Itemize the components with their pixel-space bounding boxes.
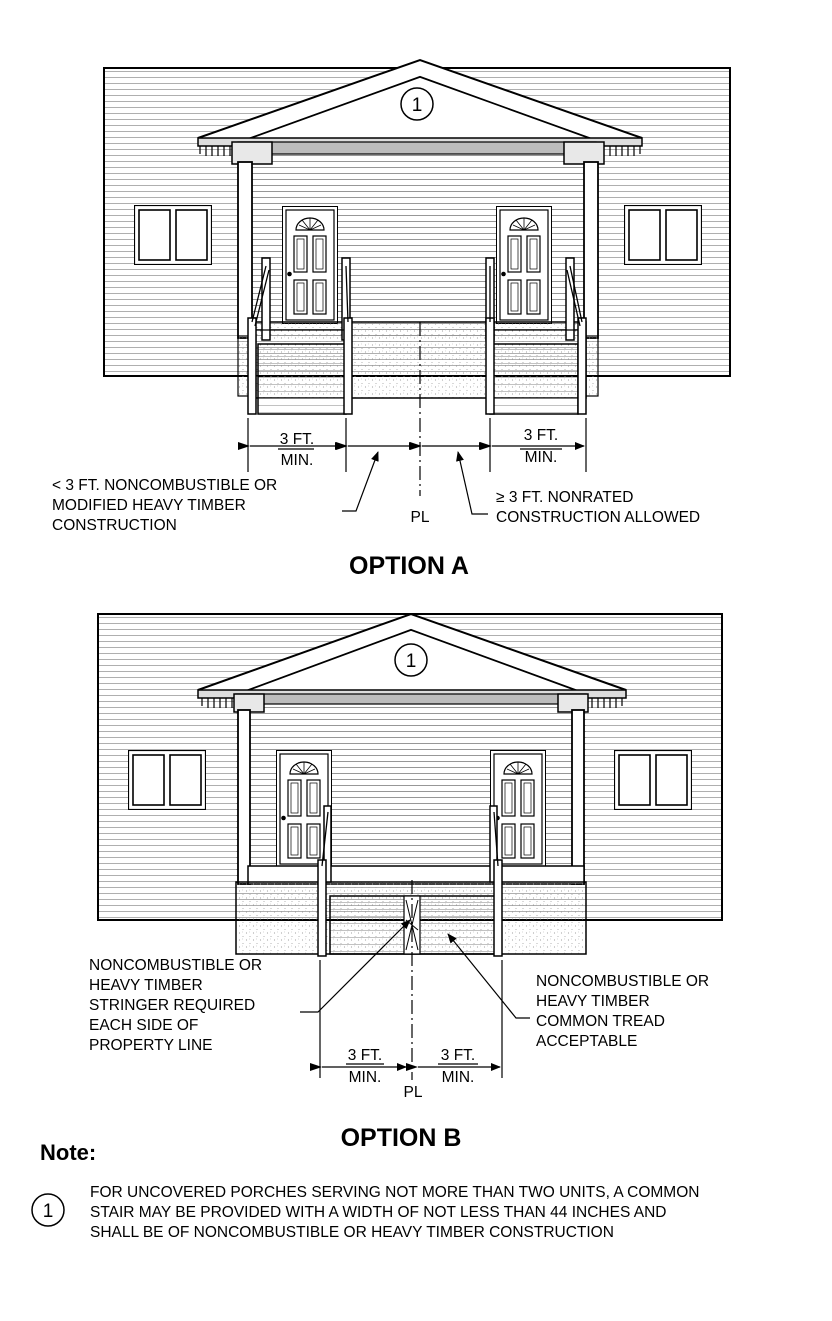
pl-label-b: PL bbox=[403, 1084, 423, 1101]
stair-right bbox=[490, 344, 578, 414]
note-marker-b-number: 1 bbox=[405, 651, 417, 672]
dim-b-right-bottom: MIN. bbox=[441, 1069, 475, 1086]
note-b-right-line2: HEAVY TIMBER bbox=[536, 993, 650, 1010]
window-left bbox=[128, 750, 206, 810]
dim-a-right-top: 3 FT. bbox=[523, 427, 559, 444]
door-right bbox=[490, 750, 546, 868]
door-left bbox=[282, 206, 338, 324]
note-line-2: STAIR MAY BE PROVIDED WITH A WIDTH OF NOT LESS THAN 44 INCHES AND bbox=[90, 1204, 667, 1221]
note-b-left-line3: STRINGER REQUIRED bbox=[89, 997, 256, 1014]
note-b-left-line4: EACH SIDE OF bbox=[89, 1017, 199, 1034]
column-left bbox=[238, 710, 250, 884]
option-a-diagram bbox=[52, 60, 730, 580]
note-a-left-line3: CONSTRUCTION bbox=[52, 517, 177, 534]
note-b-right-line4: ACCEPTABLE bbox=[536, 1033, 638, 1050]
option-b-diagram bbox=[89, 614, 722, 1152]
note-b-right-line3: COMMON TREAD bbox=[536, 1013, 665, 1030]
note-marker-a-number: 1 bbox=[411, 95, 423, 116]
note-b-left-line1: NONCOMBUSTIBLE OR bbox=[89, 957, 263, 974]
window-left bbox=[134, 205, 212, 265]
dim-b-right-top: 3 FT. bbox=[440, 1047, 476, 1064]
note-line-1: FOR UNCOVERED PORCHES SERVING NOT MORE THAN TWO UNITS, A COMMON bbox=[90, 1184, 700, 1201]
dim-a-left-bottom: MIN. bbox=[280, 452, 314, 469]
dim-a-left-top: 3 FT. bbox=[279, 431, 315, 448]
note-line-3: SHALL BE OF NONCOMBUSTIBLE OR HEAVY TIMBER CONSTRUCTION bbox=[90, 1224, 614, 1241]
column-left bbox=[238, 162, 252, 338]
note-b-right-line1: NONCOMBUSTIBLE OR bbox=[536, 973, 710, 990]
note-b-left-line5: PROPERTY LINE bbox=[89, 1037, 213, 1054]
note-marker-number: 1 bbox=[42, 1201, 54, 1222]
dim-b-left-top: 3 FT. bbox=[347, 1047, 383, 1064]
column-right bbox=[572, 710, 584, 884]
note-a-left-line1: < 3 FT. NONCOMBUSTIBLE OR bbox=[52, 477, 278, 494]
dim-b-left-bottom: MIN. bbox=[348, 1069, 382, 1086]
stair-left bbox=[258, 344, 346, 414]
column-right bbox=[584, 162, 598, 338]
note-section bbox=[32, 1140, 699, 1241]
note-b-left-line2: HEAVY TIMBER bbox=[89, 977, 203, 994]
door-right bbox=[496, 206, 552, 324]
option-b-title: OPTION B bbox=[340, 1124, 462, 1152]
note-a-left-line2: MODIFIED HEAVY TIMBER bbox=[52, 497, 246, 514]
window-right bbox=[614, 750, 692, 810]
dim-a-right-bottom: MIN. bbox=[524, 449, 558, 466]
note-title: Note: bbox=[40, 1140, 97, 1165]
note-a-right-line1: ≥ 3 FT. NONRATED bbox=[496, 489, 634, 506]
note-a-right-line2: CONSTRUCTION ALLOWED bbox=[496, 509, 701, 526]
window-right bbox=[624, 205, 702, 265]
pl-label-a: PL bbox=[410, 509, 430, 526]
option-a-title: OPTION A bbox=[349, 552, 469, 580]
